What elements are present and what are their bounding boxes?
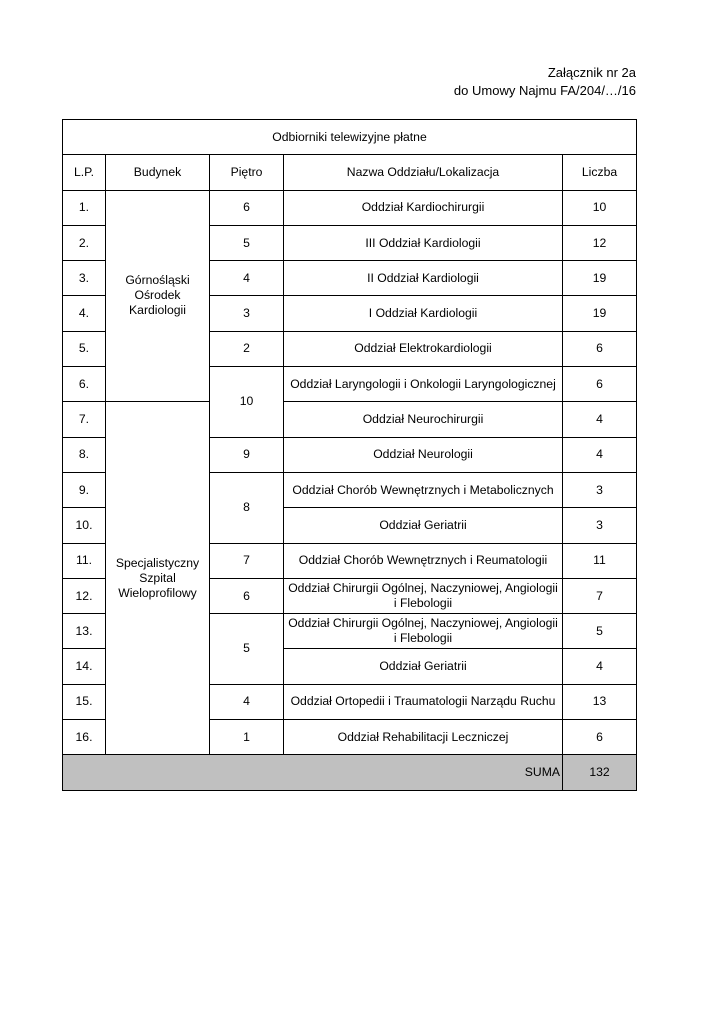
row-count: 5 xyxy=(563,614,637,649)
row-floor: 6 xyxy=(210,190,284,225)
row-lp: 14. xyxy=(63,649,106,684)
row-lp: 15. xyxy=(63,684,106,719)
row-lp: 5. xyxy=(63,331,106,366)
row-floor: 1 xyxy=(210,720,284,755)
row-count: 10 xyxy=(563,190,637,225)
row-count: 13 xyxy=(563,684,637,719)
row-count: 19 xyxy=(563,296,637,331)
row-count: 7 xyxy=(563,578,637,613)
row-lp: 10. xyxy=(63,508,106,543)
row-count: 4 xyxy=(563,437,637,472)
row-floor: 6 xyxy=(210,578,284,613)
row-ward: Oddział Elektrokardiologii xyxy=(284,331,563,366)
row-floor: 4 xyxy=(210,261,284,296)
row-floor: 5 xyxy=(210,225,284,260)
row-floor: 5 xyxy=(210,614,284,685)
document-header xyxy=(454,64,636,100)
row-count: 11 xyxy=(563,543,637,578)
sum-label: SUMA xyxy=(63,755,563,790)
column-header-ward: Nazwa Oddziału/Lokalizacja xyxy=(284,155,563,190)
row-ward: Oddział Geriatrii xyxy=(284,508,563,543)
column-header-row xyxy=(63,155,637,190)
row-ward: Oddział Laryngologii i Onkologii Laryngologicznej xyxy=(284,367,563,402)
row-ward: III Oddział Kardiologii xyxy=(284,225,563,260)
row-count: 4 xyxy=(563,402,637,437)
row-ward: II Oddział Kardiologii xyxy=(284,261,563,296)
row-ward: Oddział Chirurgii Ogólnej, Naczyniowej, Angiologii i Flebologii xyxy=(284,614,563,649)
row-floor: 10 xyxy=(210,367,284,438)
row-count: 6 xyxy=(563,367,637,402)
row-lp: 8. xyxy=(63,437,106,472)
row-count: 3 xyxy=(563,472,637,507)
column-header-lp: L.P. xyxy=(63,155,106,190)
row-count: 12 xyxy=(563,225,637,260)
row-count: 6 xyxy=(563,720,637,755)
column-header-building: Budynek xyxy=(106,155,210,190)
row-lp: 6. xyxy=(63,367,106,402)
row-lp: 2. xyxy=(63,225,106,260)
row-count: 6 xyxy=(563,331,637,366)
row-ward: Oddział Geriatrii xyxy=(284,649,563,684)
row-floor: 2 xyxy=(210,331,284,366)
tv-receivers-table xyxy=(62,119,637,791)
row-lp: 12. xyxy=(63,578,106,613)
building-name: Specjalistyczny Szpital Wieloprofilowy xyxy=(106,402,210,755)
annex-number: Załącznik nr 2a xyxy=(547,65,636,80)
row-lp: 3. xyxy=(63,261,106,296)
row-count: 4 xyxy=(563,649,637,684)
row-lp: 4. xyxy=(63,296,106,331)
row-floor: 9 xyxy=(210,437,284,472)
row-lp: 16. xyxy=(63,720,106,755)
table-row xyxy=(63,402,637,437)
row-lp: 13. xyxy=(63,614,106,649)
contract-reference: do Umowy Najmu FA/204/…/16 xyxy=(453,83,636,98)
row-lp: 9. xyxy=(63,472,106,507)
row-ward: I Oddział Kardiologii xyxy=(284,296,563,331)
row-floor: 8 xyxy=(210,472,284,543)
sum-value: 132 xyxy=(563,755,637,790)
row-ward: Oddział Kardiochirurgii xyxy=(284,190,563,225)
table-row xyxy=(63,190,637,225)
sum-row xyxy=(63,755,637,790)
row-ward: Oddział Chorób Wewnętrznych i Metabolicznych xyxy=(284,472,563,507)
row-floor: 7 xyxy=(210,543,284,578)
row-ward: Oddział Chorób Wewnętrznych i Reumatologii xyxy=(284,543,563,578)
building-name: Górnośląski Ośrodek Kardiologii xyxy=(106,190,210,402)
row-count: 3 xyxy=(563,508,637,543)
row-ward: Oddział Chirurgii Ogólnej, Naczyniowej, Angiologii i Flebologii xyxy=(284,578,563,613)
row-ward: Oddział Neurologii xyxy=(284,437,563,472)
column-header-floor: Piętro xyxy=(210,155,284,190)
row-floor: 3 xyxy=(210,296,284,331)
column-header-count: Liczba xyxy=(563,155,637,190)
row-lp: 7. xyxy=(63,402,106,437)
row-ward: Oddział Rehabilitacji Leczniczej xyxy=(284,720,563,755)
row-ward: Oddział Neurochirurgii xyxy=(284,402,563,437)
row-lp: 1. xyxy=(63,190,106,225)
row-ward: Oddział Ortopedii i Traumatologii Narządu Ruchu xyxy=(284,684,563,719)
row-floor: 4 xyxy=(210,684,284,719)
table-title: Odbiorniki telewizyjne płatne xyxy=(63,120,637,155)
row-lp: 11. xyxy=(63,543,106,578)
row-count: 19 xyxy=(563,261,637,296)
